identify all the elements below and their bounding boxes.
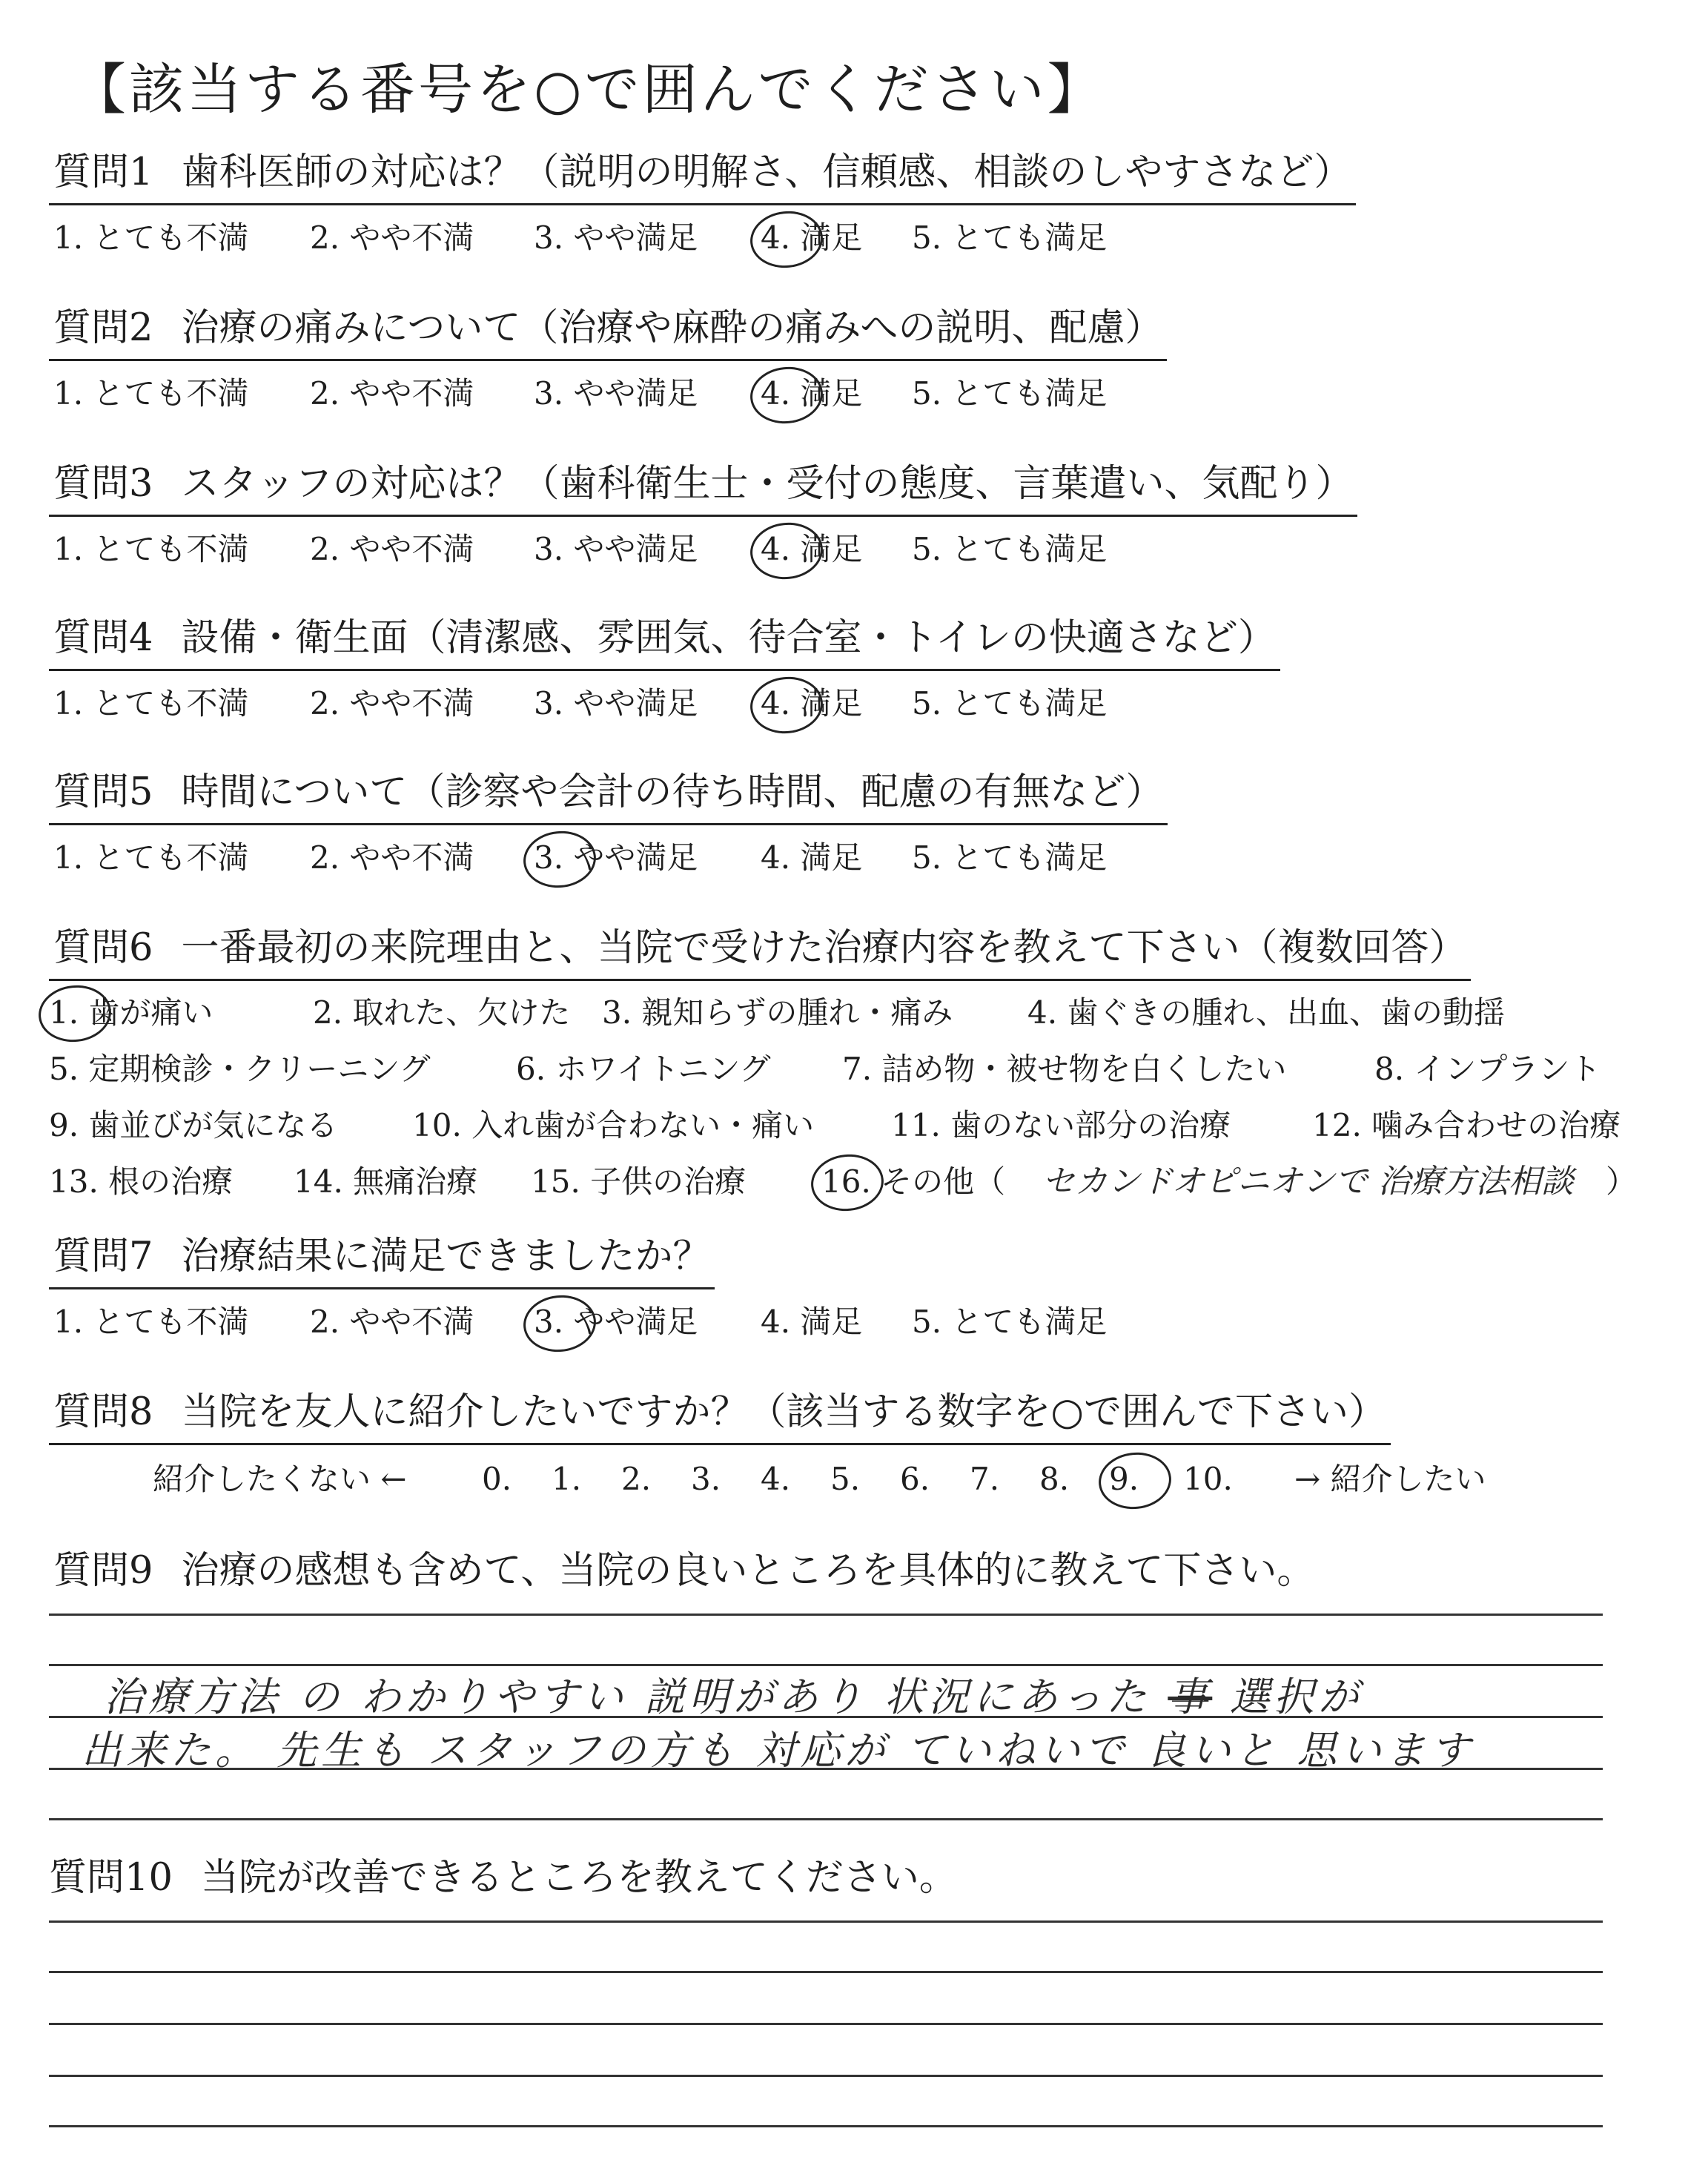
treatment-option-8[interactable]: 8. インプラント [1374,1051,1601,1087]
rating-option-1[interactable]: 1. とても不満 [53,531,249,567]
rating-option-4[interactable]: 4. 満足 [761,371,862,416]
treatment-row-2 [49,1046,1680,1103]
scale-number-8[interactable]: 8. [1039,1461,1070,1497]
treatment-option-12[interactable]: 12. 噛み合わせの治療 [1312,1107,1621,1143]
question-text: 治療の痛みについて（治療や麻酔の痛みへの説明、配慮） [181,306,1163,350]
rating-option-4[interactable]: 4. 満足 [761,839,863,876]
rating-option-3[interactable]: 3. やや満足 [534,375,698,412]
question-text: 当院を友人に紹介したいですか？（該当する数字を○で囲んで下さい） [181,1390,1386,1434]
rating-options [49,527,1680,578]
question-10 [49,1854,1680,1903]
treatment-option-6[interactable]: 6. ホワイトニング [516,1051,771,1087]
recommend-scale [49,1457,1680,1509]
answer-text: 治療方法 の わかりやすい 説明があり 状況にあった [104,1674,1151,1720]
treatment-option-7[interactable]: 7. 詰め物・被せ物を白くしたい [842,1051,1287,1087]
scale-right-label: → 紹介したい [1294,1461,1486,1497]
question-number: 質問10 [49,1856,173,1900]
rating-option-3[interactable]: 3. やや満足 [534,531,698,567]
question-number: 質問4 [53,616,153,660]
rating-option-1[interactable]: 1. とても不満 [53,839,249,876]
question-text: 当院が改善できるところを教えてください。 [200,1856,957,1900]
answer-rule [49,2125,1603,2127]
scale-number-9[interactable]: 9. [1109,1457,1139,1502]
rating-options [49,681,1680,732]
question-title [49,304,1167,361]
rating-option-2[interactable]: 2. やや不満 [310,219,474,256]
question-title [49,460,1357,517]
treatment-option-4[interactable]: 4. 歯ぐきの腫れ、出血、歯の動揺 [1027,994,1505,1031]
question-text: 設備・衛生面（清潔感、雰囲気、待合室・トイレの快適さなど） [181,616,1276,660]
answer-rule [49,2023,1603,2025]
treatment-option-9[interactable]: 9. 歯並びが気になる [49,1107,338,1143]
question-number: 質問3 [53,462,153,506]
question-title [49,1388,1391,1445]
treatment-row-1 [49,990,1680,1046]
question-title [49,1854,1680,1903]
question-number: 質問1 [53,151,153,194]
rating-option-5[interactable]: 5. とても満足 [912,219,1108,256]
treatment-options [49,990,1680,1215]
question-5 [49,768,1680,886]
question-9 [49,1547,1680,1596]
question-title [49,614,1280,671]
treatment-option-16[interactable]: 16. その他（ [821,1159,1005,1205]
question-3 [49,460,1680,578]
question-number: 質問5 [53,770,153,814]
handwritten-answer-line-1 [104,1665,1363,1723]
rating-option-3[interactable]: 3. やや満足 [534,836,698,880]
other-close-paren: ） [1606,1163,1638,1200]
scale-number-6[interactable]: 6. [900,1461,930,1497]
scale-number-4[interactable]: 4. [761,1461,791,1497]
question-7 [49,1232,1680,1350]
treatment-option-2[interactable]: 2. 取れた、欠けた [313,994,571,1031]
rating-option-2[interactable]: 2. やや不満 [310,375,474,412]
question-number: 質問8 [53,1390,153,1434]
question-title [49,768,1168,825]
rating-option-1[interactable]: 1. とても不満 [53,1304,249,1340]
scale-number-3[interactable]: 3. [691,1461,721,1497]
question-2 [49,304,1680,422]
question-4 [49,614,1680,732]
answer-rule [49,1614,1603,1616]
question-number: 質問9 [53,1549,153,1593]
question-text: 治療の感想も含めて、当院の良いところを具体的に教えて下さい。 [181,1549,1315,1593]
rating-option-4[interactable]: 4. 満足 [761,681,862,726]
rating-option-2[interactable]: 2. やや不満 [310,1304,474,1340]
question-number: 質問7 [53,1235,153,1278]
scale-number-7[interactable]: 7. [970,1461,1000,1497]
question-text: 時間について（診察や会計の待ち時間、配慮の有無など） [181,770,1164,814]
rating-option-3[interactable]: 3. やや満足 [534,685,698,721]
rating-options [49,836,1680,886]
question-title [49,1547,1680,1596]
answer-text: 出来た。 先生も スタッフの方も 対応が ていねいで 良いと 思います [82,1727,1474,1774]
treatment-option-13[interactable]: 13. 根の治療 [49,1163,234,1200]
answer-rule [49,2075,1603,2077]
scale-number-0[interactable]: 0. [482,1461,512,1497]
treatment-option-14[interactable]: 14. 無痛治療 [294,1163,478,1200]
rating-option-4[interactable]: 4. 満足 [761,1304,863,1340]
form-header: 【該当する番号を○で囲んでください】 [71,58,1105,122]
scale-number-10[interactable]: 10. [1183,1461,1233,1497]
rating-option-1[interactable]: 1. とても不満 [53,685,249,721]
rating-option-4[interactable]: 4. 満足 [761,216,862,260]
struck-out-text: 事 [1168,1674,1213,1720]
rating-option-3[interactable]: 3. やや満足 [534,219,698,256]
scale-number-5[interactable]: 5. [830,1461,861,1497]
treatment-option-3[interactable]: 3. 親知らずの腫れ・痛み [602,994,953,1031]
treatment-row-4 [49,1159,1680,1215]
scale-number-2[interactable]: 2. [621,1461,652,1497]
rating-option-2[interactable]: 2. やや不満 [310,531,474,567]
rating-option-5[interactable]: 5. とても満足 [912,375,1108,412]
question-number: 質問6 [53,926,153,970]
rating-option-5[interactable]: 5. とても満足 [912,839,1108,876]
answer-rule [49,1971,1603,1973]
rating-option-2[interactable]: 2. やや不満 [310,685,474,721]
handwritten-answer-line-2 [82,1719,1474,1776]
scale-left-label: 紹介したくない ← [153,1461,407,1497]
treatment-row-3 [49,1103,1680,1159]
rating-option-5[interactable]: 5. とても満足 [912,685,1108,721]
rating-options [49,1300,1680,1350]
question-title [49,924,1471,981]
treatment-option-15[interactable]: 15. 子供の治療 [531,1163,747,1200]
question-text: 歯科医師の対応は？（説明の明解さ、信頼感、相談のしやすさなど） [181,151,1352,194]
question-8 [49,1388,1680,1509]
rating-option-4[interactable]: 4. 満足 [761,527,862,572]
rating-options [49,216,1680,266]
treatment-option-5[interactable]: 5. 定期検診・クリーニング [49,1051,431,1087]
question-text: 一番最初の来院理由と、当院で受けた治療内容を教えて下さい（複数回答） [181,926,1467,970]
question-text: 治療結果に満足できましたか？ [181,1235,711,1278]
answer-rule [49,1920,1603,1923]
scale-number-1[interactable]: 1. [552,1461,582,1497]
other-handwritten-answer: セカンドオピニオンで 治療方法相談 [1042,1163,1574,1200]
treatment-option-11[interactable]: 11. 歯のない部分の治療 [891,1107,1231,1143]
question-text: スタッフの対応は？（歯科衛生士・受付の態度、言葉遣い、気配り） [181,462,1354,506]
question-title [49,148,1356,205]
rating-options [49,371,1680,422]
rating-option-2[interactable]: 2. やや不満 [310,839,474,876]
treatment-option-1[interactable]: 1. 歯が痛い [49,990,213,1036]
answer-rule [49,1818,1603,1820]
rating-option-3[interactable]: 3. やや満足 [534,1300,698,1344]
rating-option-1[interactable]: 1. とても不満 [53,219,249,256]
rating-option-1[interactable]: 1. とても不満 [53,375,249,412]
answer-text: 選択が [1229,1674,1363,1720]
treatment-option-10[interactable]: 10. 入れ歯が合わない・痛い [412,1107,815,1143]
question-6 [49,924,1680,1215]
rating-option-5[interactable]: 5. とても満足 [912,531,1108,567]
rating-option-5[interactable]: 5. とても満足 [912,1304,1108,1340]
question-title [49,1232,715,1289]
question-1 [49,148,1680,266]
question-number: 質問2 [53,306,153,350]
